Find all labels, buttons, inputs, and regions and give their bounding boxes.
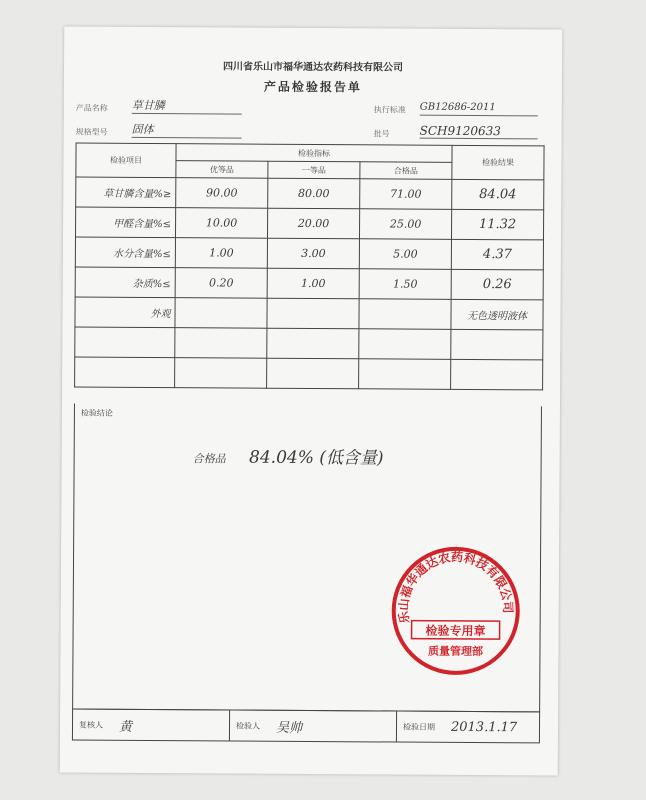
row-qualified: [359, 359, 451, 390]
inspection-seal: [385, 540, 526, 681]
conclusion-label: 检验结论: [80, 408, 113, 418]
reviewer-label: 复核人: [78, 720, 104, 730]
row-superior: 1.00: [175, 238, 267, 269]
product-name-value: 草甘膦: [132, 99, 242, 115]
row-qualified: 25.00: [359, 209, 451, 240]
date-cell: [397, 712, 539, 743]
row-result: 11.32: [452, 209, 544, 240]
report-title: 产品检验报告单: [263, 79, 362, 95]
row-first: 20.00: [267, 208, 359, 239]
row-name: 甲醛含量%≤: [75, 207, 175, 238]
seal-outer-text: 乐山福华通达农药科技有限公司: [396, 550, 515, 625]
row-result: 4.37: [451, 239, 543, 270]
table-row: [75, 357, 543, 390]
batch-label: 批号: [373, 129, 390, 139]
signature-row: [72, 709, 540, 744]
header-item: 检验项目: [76, 143, 176, 178]
row-superior: 0.20: [175, 268, 267, 299]
company-name: 四川省乐山市福华通达农药科技有限公司: [223, 61, 404, 74]
row-result: 无色透明液体: [451, 299, 543, 330]
row-first: [267, 298, 359, 329]
reviewer-value: 黄: [118, 719, 133, 735]
row-superior: [175, 298, 267, 329]
row-qualified: [359, 329, 451, 360]
table-row: [76, 177, 544, 210]
row-first: 1.00: [267, 268, 359, 299]
row-name: 杂质%≤: [75, 267, 175, 298]
table-row: [75, 327, 543, 360]
row-result: 0.26: [451, 269, 543, 300]
table-row: [75, 237, 543, 270]
reviewer-cell: [73, 710, 230, 741]
header-qualified: 合格品: [360, 162, 452, 180]
row-name: [75, 357, 175, 388]
row-first: 80.00: [268, 178, 360, 209]
table-row: [75, 297, 543, 330]
batch-value: SCH9120633: [420, 124, 538, 140]
row-name: 草甘膦含量%≥: [76, 177, 176, 208]
row-superior: 90.00: [176, 178, 268, 209]
inspector-cell: [230, 711, 397, 742]
conclusion-value: 84.04% (低含量): [248, 447, 384, 469]
date-label: 检验日期: [402, 722, 436, 732]
seal-bottom-text: 质量管理部: [427, 644, 484, 659]
row-qualified: [359, 299, 451, 330]
report-sheet: [60, 26, 563, 775]
product-name-label: 产品名称: [75, 103, 108, 113]
inspector-label: 检验人: [235, 721, 261, 731]
row-name: [75, 327, 175, 358]
table-row: [75, 267, 543, 300]
row-name: 外观: [75, 297, 175, 328]
standard-label: 执行标准: [373, 105, 406, 115]
row-first: [267, 328, 359, 359]
inspection-table: [74, 143, 545, 391]
row-qualified: 5.00: [359, 239, 451, 270]
row-first: 3.00: [267, 238, 359, 269]
header-superior: 优等品: [176, 161, 268, 179]
row-qualified: 1.50: [359, 269, 451, 300]
row-result: 84.04: [452, 179, 544, 210]
row-result: [451, 329, 543, 360]
row-first: [267, 358, 359, 389]
row-superior: 10.00: [175, 208, 267, 239]
header-first: 一等品: [268, 161, 360, 179]
spec-value: 固体: [132, 123, 242, 139]
date-value: 2013.1.17: [450, 719, 518, 735]
table-header-row: [76, 143, 544, 163]
row-qualified: 71.00: [360, 179, 452, 210]
row-superior: [175, 358, 267, 389]
standard-value: GB12686-2011: [420, 101, 538, 117]
row-superior: [175, 328, 267, 359]
inspector-value: 吴帅: [275, 720, 303, 736]
spec-label: 规格型号: [75, 127, 108, 137]
header-indicator: 检验指标: [176, 144, 452, 163]
conclusion-text: [193, 442, 384, 468]
row-name: 水分含量%≤: [75, 237, 175, 268]
row-result: [451, 359, 543, 390]
conclusion-grade: 合格品: [192, 452, 226, 466]
seal-inner-text: 检验专用章: [425, 623, 486, 639]
header-result: 检验结果: [452, 145, 544, 180]
table-row: [75, 207, 543, 240]
